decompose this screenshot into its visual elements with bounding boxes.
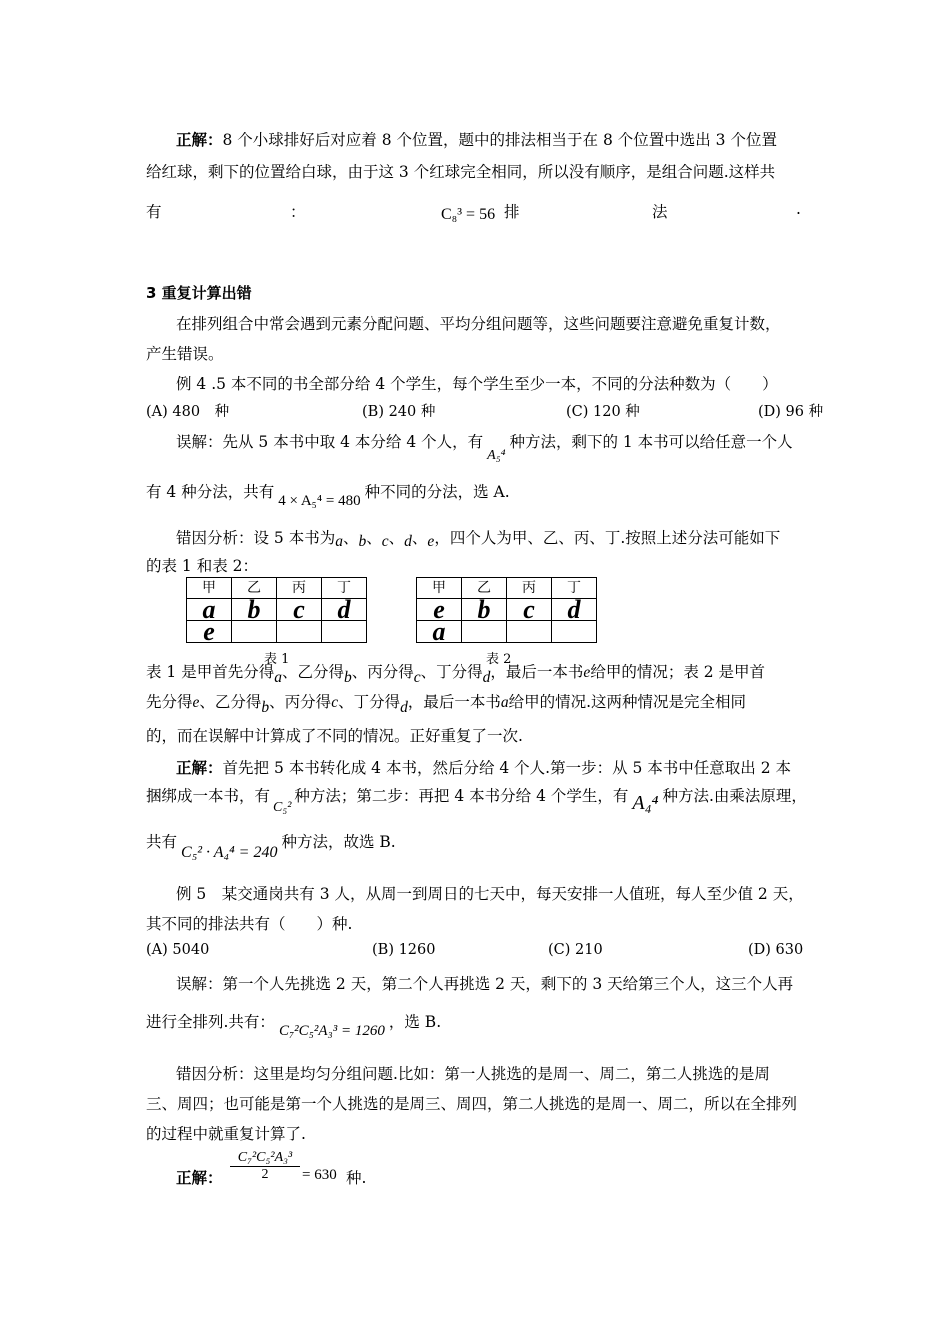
formula-630-fraction — [230, 1150, 300, 1183]
example4-question: 例 4 .5 本不同的书全部分给 4 个学生，每个学生至少一本，不同的分法种数为（ ） — [176, 375, 778, 393]
example5-question-1: 例 5 某交通岗共有 3 人，从周一到周日的七天中，每天安排一人值班，每人至少值 2 天， — [176, 885, 804, 903]
wrong-solution-line-1: 误解：先从 5 本书中取 4 本分给 4 个人，有A₅⁴种方法，剩下的 1 本书可以给任意一个人 — [176, 433, 793, 463]
ex5-error-line-3: 的过程中就重复计算了. — [146, 1125, 306, 1143]
table-header-cell: 甲 — [417, 578, 462, 599]
formula-630-result: = 630 — [302, 1167, 337, 1183]
solution-line-1: 正解：8 个小球排好后对应着 8 个位置，题中的排法相当于在 8 个位置中选出 3 个位置 — [176, 131, 777, 149]
table-cell: e — [417, 599, 462, 621]
solution-label: 正解： — [176, 131, 223, 149]
correct-solution-line-2: 捆绑成一本书，有C₅²种方法；第二步：再把 4 本书分给 4 个学生，有 A₄⁴ 种方法.由乘法原理， — [146, 787, 807, 815]
ex5-error-line-2: 三、周四；也可能是第一个人挑选的是周三、周四，第二人挑选的是周一、周二，所以在全排列 — [146, 1095, 798, 1113]
intro-line-1: 在排列组合中常会遇到元素分配问题、平均分组问题等，这些问题要注意避免重复计数， — [176, 315, 781, 333]
ex5-option-d: (D) 630 — [748, 942, 804, 958]
table-header-cell: 丁 — [552, 578, 597, 599]
table-cell: d — [552, 599, 597, 621]
table-cell: a — [417, 621, 462, 643]
formula-1260: C₇²C₅²A₃³ = 1260 — [278, 1023, 385, 1039]
table-2 — [416, 577, 597, 646]
table-cell: c — [277, 599, 322, 621]
table-row — [417, 621, 597, 643]
table-1-caption: 表 1 — [264, 652, 290, 667]
table-cell — [462, 621, 507, 643]
table-cell — [552, 621, 597, 643]
table-header-cell: 丙 — [277, 578, 322, 599]
ex5-wrong-line-2: 进行全排列.共有： C₇²C₅²A₃³ = 1260 ，选 B. — [146, 1013, 442, 1039]
ex5-correct-tail: 种. — [346, 1169, 367, 1187]
explanation-line-1: 表 1 是甲首先分得a、乙分得b、丙分得c、丁分得d，最后一本书e给甲的情况；表 2 是甲首 — [146, 663, 766, 686]
formula-a44: A₄⁴ — [632, 792, 659, 814]
formula-c52: C₅² — [273, 800, 292, 815]
ex5-option-b: (B) 1260 — [372, 942, 436, 958]
fraction-numerator: C₇²C₅²A₃³ — [237, 1150, 293, 1165]
table-cell — [232, 621, 277, 643]
table-cell — [322, 621, 367, 643]
explanation-line-2: 先分得e、乙分得b、丙分得c、丁分得d，最后一本书a给甲的情况.这两种情况是完全相同 — [146, 693, 747, 716]
table-header-cell: 甲 — [187, 578, 232, 599]
formula-480: 4 × A₅⁴ = 480 — [278, 493, 361, 509]
table-cell: c — [507, 599, 552, 621]
table-row — [187, 621, 367, 643]
ex5-option-a: (A) 5040 — [146, 942, 210, 958]
ex5-option-c: (C) 210 — [548, 942, 603, 958]
fraction-denominator: 2 — [261, 1167, 269, 1182]
table-cell: b — [462, 599, 507, 621]
solution-line-3a: 有 — [146, 203, 162, 221]
table-header-cell: 乙 — [462, 578, 507, 599]
ex5-error-line-1: 错因分析：这里是均匀分组问题.比如：第一人挑选的是周一、周二，第二人挑选的是周 — [176, 1065, 770, 1083]
table-header-cell: 乙 — [232, 578, 277, 599]
table-cell — [277, 621, 322, 643]
example5-question-2: 其不同的排法共有（ ）种. — [146, 915, 353, 933]
correct-label: 正解： — [176, 759, 223, 777]
table-cell: e — [187, 621, 232, 643]
table-cell: a — [187, 599, 232, 621]
table-header-cell: 丁 — [322, 578, 367, 599]
table-cell: d — [322, 599, 367, 621]
table-cell: b — [232, 599, 277, 621]
explanation-line-3: 的，而在误解中计算成了不同的情况。正好重复了一次. — [146, 727, 523, 745]
error-analysis-line-1: 错因分析：设 5 本书为a、b、c、d、e，四个人为甲、乙、丙、丁.按照上述分法可能如下 — [176, 529, 781, 550]
option-c: (C) 120 种 — [566, 404, 640, 420]
table-2-caption: 表 2 — [486, 652, 512, 667]
ex5-correct-label: 正解： — [176, 1169, 223, 1187]
section-heading: 3 重复计算出错 — [146, 284, 252, 302]
option-b: (B) 240 种 — [362, 404, 436, 420]
option-a: (A) 480 种 — [146, 404, 230, 420]
table-cell — [507, 621, 552, 643]
solution-line-2: 给红球，剩下的位置给白球，由于这 3 个红球完全相同，所以没有顺序，是组合问题.这样共 — [146, 163, 776, 181]
error-analysis-line-2: 的表 1 和表 2： — [146, 557, 259, 575]
formula-240: C₅² · A₄⁴ = 240 — [181, 844, 278, 861]
table-1 — [186, 577, 367, 646]
formula-a54: A₅⁴ — [487, 448, 506, 463]
wrong-solution-line-2: 有 4 种分法，共有 4 × A₅⁴ = 480 种不同的分法，选 A. — [146, 483, 510, 509]
option-d: (D) 96 种 — [758, 404, 824, 420]
table-header-cell: 丙 — [507, 578, 552, 599]
correct-solution-line-3: 共有C₅² · A₄⁴ = 240种方法，故选 B. — [146, 833, 396, 861]
formula-c83: C₈³ = 56 — [441, 206, 496, 223]
correct-solution-line-1: 正解：首先把 5 本书转化成 4 本书，然后分给 4 个人.第一步：从 5 本书中任意取出 2 本 — [176, 759, 792, 777]
intro-line-2: 产生错误。 — [146, 345, 224, 363]
ex5-wrong-line-1: 误解：第一个人先挑选 2 天，第二个人再挑选 2 天，剩下的 3 天给第三个人，这三个人再 — [176, 975, 794, 993]
